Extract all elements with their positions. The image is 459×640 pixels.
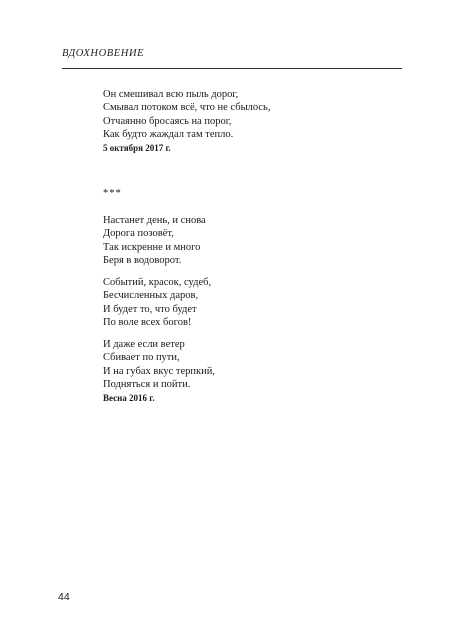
poem-line: Дорога позовёт,: [103, 228, 174, 240]
poem-stanza: [103, 276, 383, 330]
poem-line: Событий, красок, судеб,: [103, 277, 212, 288]
poem-line: Бесчисленных даров,: [103, 290, 199, 302]
poem-separator: ***: [103, 188, 122, 199]
poem-fragment: [103, 88, 383, 155]
poem-line: Он смешивал всю пыль дорог,: [103, 89, 239, 100]
poem-line: Так искренне и много: [103, 241, 201, 253]
poem-line: Отчаянно бросаясь на порог,: [103, 115, 232, 127]
running-header: [62, 48, 402, 69]
page-number: 44: [58, 591, 70, 603]
poem-stanza: [103, 338, 383, 405]
poem-date: Весна 2016 г.: [103, 392, 155, 403]
poem-line: Смывал потоком всё, что не сбылось,: [103, 102, 271, 114]
poem-line: Беря в водоворот.: [103, 255, 182, 267]
poem-line: Как будто жаждал там тепло.: [103, 129, 234, 141]
section-title: ВДОХНОВЕНИЕ: [62, 48, 145, 59]
poem-line: И даже если ветер: [103, 339, 185, 350]
poem-date: 5 октября 2017 г.: [103, 142, 171, 153]
poem-line: Настанет день, и снова: [103, 215, 206, 226]
poem-line: И на губах вкус терпкий,: [103, 365, 215, 377]
poem-line: Подняться и пойти.: [103, 379, 191, 391]
poem-line: По воле всех богов!: [103, 317, 192, 329]
poem-line: И будет то, что будет: [103, 303, 197, 315]
poem-line: Сбивает по пути,: [103, 352, 180, 364]
poem-stanza: [103, 214, 383, 268]
